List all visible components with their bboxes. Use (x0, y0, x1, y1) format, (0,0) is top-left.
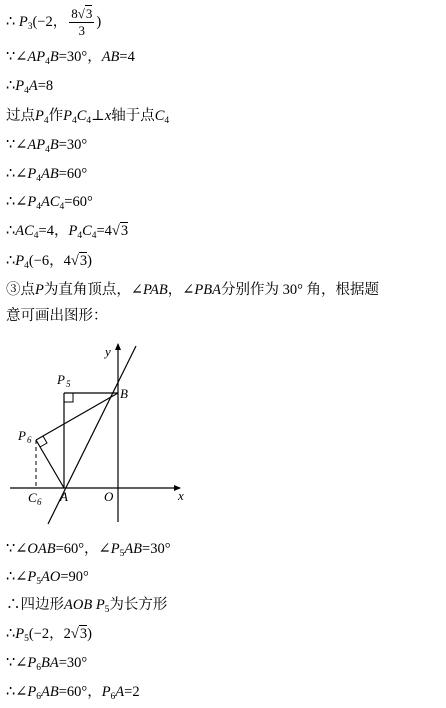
coordinate-figure (10, 336, 200, 528)
subscript: 4 (45, 57, 50, 67)
because-angle-symbol: ∵∠ (6, 541, 28, 557)
label-B: B (120, 386, 128, 401)
subscript: 4 (24, 261, 29, 271)
coord-close: ) (87, 253, 92, 269)
value: =60° (58, 684, 88, 700)
therefore-symbol: ∴ (6, 253, 16, 269)
because-angle-symbol: ∵∠ (6, 655, 28, 671)
subscript: 4 (59, 202, 65, 212)
label-A: A (60, 489, 68, 504)
point-label: P (18, 13, 28, 30)
point-label: P (15, 78, 25, 94)
line-2 (6, 47, 135, 67)
point-label: A (28, 78, 38, 94)
subscript: 6 (36, 663, 41, 673)
angle-part: OAB (27, 541, 56, 557)
axis-name: x (104, 108, 112, 124)
coordinate-value: (−6，4 (28, 253, 71, 269)
shape-label: AOB (64, 597, 93, 613)
line-4 (6, 106, 169, 126)
line-3 (6, 76, 53, 96)
text: ∴四边形 (6, 597, 64, 613)
value: =8 (37, 78, 54, 94)
perpendicular-symbol: ⊥ (91, 108, 105, 124)
angle-part: BA (40, 655, 59, 671)
radicand: 3 (79, 253, 88, 269)
coord-close: ) (87, 626, 92, 642)
value: =30° (58, 655, 88, 671)
point-label: C (76, 108, 87, 124)
text: 为直角顶点，∠ (43, 282, 144, 298)
subscript: 4 (77, 231, 83, 241)
fraction (69, 6, 94, 39)
subscript: 5 (104, 605, 110, 615)
angle-part: AO (40, 569, 61, 585)
point-label: P (27, 569, 37, 585)
subscript: 4 (71, 116, 77, 126)
text: 分别作为 30° 角，根据题 (220, 282, 380, 298)
radicand: 3 (120, 223, 129, 239)
therefore-symbol: ∴ (6, 78, 16, 94)
therefore-symbol: ∴ (6, 223, 16, 239)
point-label: P (68, 223, 78, 239)
subscript: 4 (24, 86, 29, 96)
subscript: 4 (45, 145, 50, 155)
point-label: C (154, 108, 165, 124)
point-label: A (115, 684, 125, 700)
line-10 (6, 280, 379, 300)
line-16 (6, 653, 87, 673)
radicand: 3 (85, 6, 93, 21)
label-P6: P (18, 428, 26, 443)
line-14 (6, 595, 167, 615)
x-axis-label: x (178, 488, 184, 503)
coord-open: (−2， (32, 13, 68, 30)
label-P6-sub: 6 (27, 435, 32, 445)
subscript: 4 (86, 116, 92, 126)
value: =60° (64, 194, 93, 210)
angle-part: P (27, 166, 37, 182)
line-6 (6, 164, 87, 184)
angle-part: B (49, 49, 59, 65)
label-O: O (104, 489, 114, 504)
line-7 (6, 192, 93, 212)
value: =4 (96, 223, 112, 239)
value: =4， (38, 223, 69, 239)
angle-part: PAB (143, 282, 168, 298)
point-label: P (35, 282, 44, 298)
line-17 (6, 682, 140, 702)
coordinate-value: (−2，2 (28, 626, 71, 642)
label-P5: P (57, 372, 65, 387)
label-C6: C (28, 490, 37, 505)
point-label: P (35, 108, 44, 124)
fraction-numerator: 8√3 (71, 6, 93, 21)
figure-svg (10, 336, 200, 528)
coord-close: ) (96, 13, 102, 30)
therefore-angle-symbol: ∴∠ (6, 166, 28, 182)
text: 为长方形 (109, 597, 168, 613)
text: ③点 (6, 282, 35, 298)
label-P5-sub: 5 (66, 379, 71, 389)
point-label: P (15, 253, 25, 269)
angle-part: AP (27, 49, 46, 65)
numerator-coefficient: 8 (71, 6, 78, 21)
subscript: 5 (36, 577, 41, 587)
text: 轴于点 (111, 108, 155, 124)
value: =30° (58, 137, 88, 153)
angle-part: AB (40, 166, 59, 182)
point-label: P (27, 655, 37, 671)
subscript: 5 (24, 634, 29, 644)
label-C6-sub: 6 (37, 497, 42, 507)
point-label: P (63, 108, 72, 124)
angle-part: B (49, 137, 59, 153)
because-angle-symbol: ∵∠ (6, 137, 28, 153)
y-axis-label: y (105, 344, 111, 359)
angle-part: AC (40, 194, 60, 210)
text: 过点 (6, 108, 35, 124)
subscript: 6 (110, 692, 116, 702)
point-label: P (101, 684, 111, 700)
subscript: 4 (36, 202, 41, 212)
subscript: 4 (43, 116, 49, 126)
point-subscript: 3 (27, 21, 33, 32)
subscript: 4 (91, 231, 97, 241)
line-11 (6, 306, 108, 326)
right-angle-mark-P5 (64, 393, 73, 402)
therefore-angle-symbol: ∴∠ (6, 569, 28, 585)
therefore-symbol: ∴ (6, 13, 16, 30)
line-13 (6, 567, 89, 587)
segment-label: AC (15, 223, 34, 239)
point-label: P (15, 626, 25, 642)
text: 意可画出图形： (6, 308, 108, 324)
point-label: P (110, 541, 120, 557)
value: =30° (142, 541, 171, 557)
value: =60° (58, 166, 88, 182)
value: =60° (55, 541, 85, 557)
radicand: 3 (79, 626, 88, 642)
line-5 (6, 135, 87, 155)
angle-part: AB (124, 541, 143, 557)
separator: ， (87, 684, 102, 700)
text: ，∠ (167, 282, 195, 298)
point-label: P (27, 684, 37, 700)
separator: ，∠ (84, 541, 111, 557)
line-15: $\therefore P_5(-2$，2√3) (6, 626, 92, 644)
line-12 (6, 539, 171, 559)
angle-part: PBA (194, 282, 221, 298)
value: =4 (119, 49, 135, 65)
line-1 (6, 6, 101, 39)
value: =2 (124, 684, 140, 700)
therefore-symbol: ∴ (6, 626, 16, 642)
separator: ， (87, 49, 102, 65)
line-9: $\therefore P_4(-6$，4√3) (6, 253, 92, 271)
angle-part: AB (40, 684, 59, 700)
angle-part: AP (27, 137, 46, 153)
value: =90° (60, 569, 89, 585)
line-8: $\therefore AC_4=4$，$P_4C_4=4√3$ (6, 223, 129, 241)
point-label: C (82, 223, 92, 239)
subscript: 5 (119, 549, 125, 559)
subscript: 6 (36, 692, 41, 702)
angle-part: P (27, 194, 37, 210)
because-angle-symbol: ∵∠ (6, 49, 28, 65)
value: =30° (58, 49, 88, 65)
subscript: 4 (33, 231, 39, 241)
text: 作 (48, 108, 64, 124)
therefore-angle-symbol: ∴∠ (6, 194, 28, 210)
therefore-angle-symbol: ∴∠ (6, 684, 28, 700)
subscript: 4 (164, 116, 170, 126)
segment-P6-B (36, 393, 118, 440)
fraction-denominator: 3 (78, 23, 86, 38)
subscript: 4 (36, 174, 41, 184)
point-label: P (95, 597, 105, 613)
segment-label: AB (101, 49, 120, 65)
